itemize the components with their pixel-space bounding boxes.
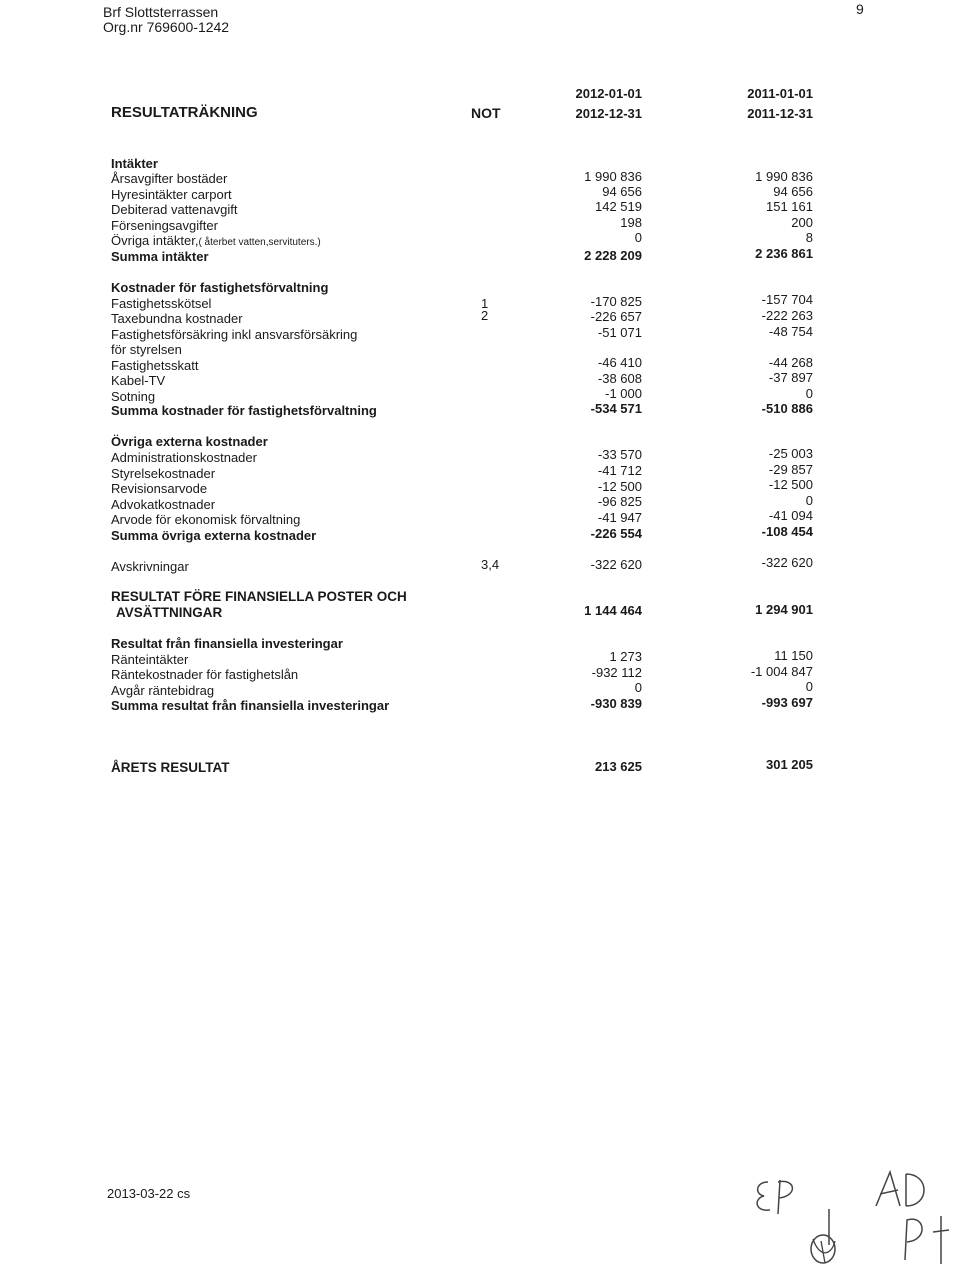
row-label: för styrelsen <box>111 342 182 357</box>
sum-label-income: Summa intäkter <box>111 249 209 264</box>
section-heading-property: Kostnader för fastighetsförvaltning <box>111 280 329 295</box>
col-cur-from: 2012-01-01 <box>575 86 642 101</box>
row-value-cur: -33 570 <box>597 447 642 462</box>
row-value-cur: -932 112 <box>591 665 642 680</box>
row-label: Sotning <box>111 389 156 404</box>
row-label: Fastighetsförsäkring inkl ansvarsförsäkring <box>111 327 358 342</box>
row-note: 1 <box>481 296 489 311</box>
col-prev-from: 2011-01-01 <box>747 86 813 101</box>
row-value-cur: -226 657 <box>590 309 642 324</box>
row-label: Årsavgifter bostäder <box>111 171 228 186</box>
row-value-cur: -41 712 <box>597 463 642 478</box>
row-label-main: Övriga intäkter, <box>111 233 199 248</box>
row-label-depreciation: Avskrivningar <box>111 559 189 574</box>
row-note: 2 <box>481 308 489 323</box>
row-label: Arvode för ekonomisk förvaltning <box>111 512 301 527</box>
sum-label-property: Summa kostnader för fastighetsförvaltning <box>111 403 377 418</box>
sum-value-cur: -226 554 <box>590 526 642 541</box>
row-value-cur: 198 <box>620 215 642 230</box>
row-label: Förseningsavgifter <box>111 218 218 233</box>
sum-value-prev: 2 236 861 <box>755 246 813 261</box>
row-value-prev: -25 003 <box>768 446 813 461</box>
row-value-cur: -96 825 <box>597 494 642 509</box>
section-heading-financial: Resultat från finansiella investeringar <box>111 636 343 651</box>
row-label-note: ( återbet vatten,servituters.) <box>198 237 321 248</box>
sum-value-cur: -534 571 <box>590 401 642 416</box>
row-label: Fastighetsskötsel <box>111 296 212 311</box>
org-number: Org.nr 769600-1242 <box>103 19 230 35</box>
row-value-prev: -48 754 <box>768 324 813 339</box>
col-note: NOT <box>471 105 501 121</box>
row-value-prev: 200 <box>791 215 813 230</box>
row-label: Avgår räntebidrag <box>111 683 215 698</box>
row-value-prev: -157 704 <box>761 292 813 307</box>
sum-value-cur: -930 839 <box>590 696 642 711</box>
row-value-prev: 0 <box>805 493 813 508</box>
row-value-cur: 0 <box>634 230 642 245</box>
sum-value-prev: -993 697 <box>761 695 813 710</box>
row-value-cur: 94 656 <box>602 184 642 199</box>
sum-label-external: Summa övriga externa kostnader <box>111 528 317 543</box>
col-prev-to: 2011-12-31 <box>747 106 813 121</box>
result-before-label-2: AVSÄTTNINGAR <box>116 605 223 620</box>
result-before-label-1: RESULTAT FÖRE FINANSIELLA POSTER OCH <box>111 589 407 604</box>
row-label: Advokatkostnader <box>111 497 216 512</box>
row-value-cur: 1 273 <box>609 649 642 664</box>
row-note: 3,4 <box>481 557 500 572</box>
row-value-prev: -41 094 <box>768 508 813 523</box>
row-value-prev: 94 656 <box>773 184 813 199</box>
row-value-prev: 151 161 <box>766 199 813 214</box>
page-title: RESULTATRÄKNING <box>111 104 258 121</box>
row-label: Debiterad vattenavgift <box>111 202 238 217</box>
row-value-prev: 11 150 <box>774 648 813 663</box>
row-label: Revisionsarvode <box>111 481 208 496</box>
row-label: Taxebundna kostnader <box>111 311 243 326</box>
col-cur-to: 2012-12-31 <box>575 106 642 121</box>
row-value-prev: 0 <box>805 386 813 401</box>
sum-value-prev: -510 886 <box>761 401 813 416</box>
row-value-cur: 0 <box>634 680 642 695</box>
row-label: Kabel-TV <box>111 373 166 388</box>
row-value-cur: 142 519 <box>595 199 642 214</box>
section-heading-external: Övriga externa kostnader <box>111 434 268 449</box>
row-value-cur: -1 000 <box>605 386 642 401</box>
handwritten-initials-p <box>895 1210 957 1268</box>
page-number: 9 <box>856 1 864 17</box>
row-value-prev: -1 004 847 <box>750 664 813 679</box>
result-before-value-prev: 1 294 901 <box>755 602 813 617</box>
net-result-value-cur: 213 625 <box>595 759 642 774</box>
org-name: Brf Slottsterrassen <box>103 4 219 20</box>
row-label <box>111 233 321 250</box>
footer-date: 2013-03-22 cs <box>107 1186 191 1201</box>
row-value-prev: -222 263 <box>761 308 813 323</box>
row-value-prev: -29 857 <box>768 462 813 477</box>
sum-value-cur: 2 228 209 <box>584 248 642 263</box>
row-value-cur: 1 990 836 <box>584 169 642 184</box>
row-value-prev: 8 <box>805 230 813 245</box>
row-value-prev: -322 620 <box>761 555 813 570</box>
row-label: Fastighetsskatt <box>111 358 199 373</box>
row-value-cur: -41 947 <box>597 510 642 525</box>
row-label: Administrationskostnader <box>111 450 257 465</box>
handwritten-initials-ad <box>870 1166 932 1214</box>
net-result-value-prev: 301 205 <box>766 757 813 772</box>
net-result-label: ÅRETS RESULTAT <box>111 760 230 775</box>
row-value-cur: -12 500 <box>597 479 642 494</box>
row-value-prev: -37 897 <box>768 370 813 385</box>
sum-value-prev: -108 454 <box>761 524 813 539</box>
row-value-cur: -38 608 <box>597 371 642 386</box>
row-value-prev: -12 500 <box>768 477 813 492</box>
result-before-value-cur: 1 144 464 <box>584 603 642 618</box>
row-value-prev: -44 268 <box>768 355 813 370</box>
section-heading-income: Intäkter <box>111 156 158 171</box>
row-value-cur: -170 825 <box>590 294 642 309</box>
sum-label-financial: Summa resultat från finansiella investeringar <box>111 698 390 713</box>
row-label: Ränteintäkter <box>111 652 189 667</box>
row-value-cur: -46 410 <box>597 355 642 370</box>
row-label: Räntekostnader för fastighetslån <box>111 667 299 682</box>
handwritten-signature-mark <box>795 1205 855 1269</box>
row-value-prev: 1 990 836 <box>755 169 813 184</box>
row-value-prev: 0 <box>805 679 813 694</box>
row-label: Hyresintäkter carport <box>111 187 232 202</box>
row-value-cur: -51 071 <box>597 325 642 340</box>
row-value-cur: -322 620 <box>590 557 642 572</box>
row-label: Styrelsekostnader <box>111 466 216 481</box>
